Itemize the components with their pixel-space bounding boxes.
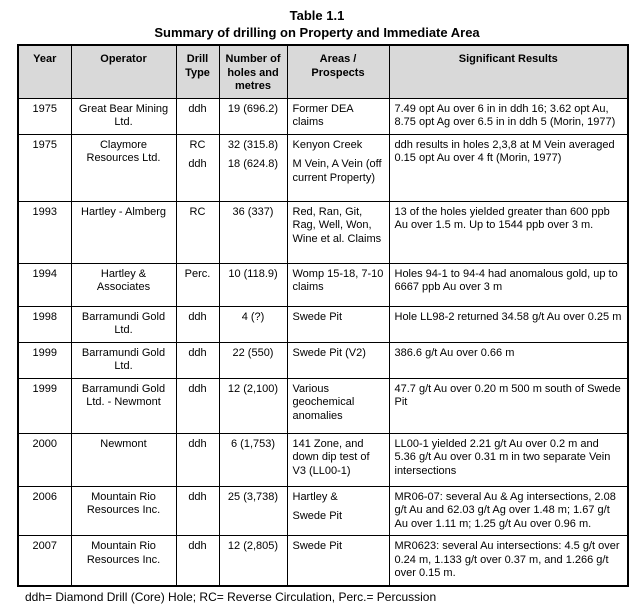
table-row bbox=[18, 378, 628, 433]
cell-holes-metres: 6 (1,753) bbox=[219, 433, 287, 486]
table-row bbox=[18, 433, 628, 486]
cell-significant-results: 7.49 opt Au over 6 in in ddh 16; 3.62 opt Au, 8.75 opt Ag over 6.5 in in ddh 5 (Morin, 1977) bbox=[389, 98, 628, 134]
cell-operator: Hartley & Associates bbox=[71, 263, 176, 306]
cell-drill-type: ddh bbox=[176, 378, 219, 433]
table-body bbox=[18, 98, 628, 586]
cell-drill-type: RC ddh bbox=[176, 134, 219, 201]
cell-significant-results: 13 of the holes yielded greater than 600 ppb Au over 1.5 m. Up to 1544 ppb over 3 m. bbox=[389, 201, 628, 263]
table-row bbox=[18, 134, 628, 201]
cell-areas-prospects: Red, Ran, Git, Rag, Well, Won, Wine et al. Claims bbox=[287, 201, 389, 263]
cell-operator: Barramundi Gold Ltd. bbox=[71, 342, 176, 378]
cell-operator: Newmont bbox=[71, 433, 176, 486]
cell-operator: Hartley - Almberg bbox=[71, 201, 176, 263]
abbreviation-footnote: ddh= Diamond Drill (Core) Hole; RC= Reverse Circulation, Perc.= Percussion bbox=[25, 589, 437, 604]
cell-operator: Claymore Resources Ltd. bbox=[71, 134, 176, 201]
cell-areas-prospects: Kenyon Creek M Vein, A Vein (off current Property) bbox=[287, 134, 389, 201]
table-row bbox=[18, 536, 628, 586]
cell-operator: Great Bear Mining Ltd. bbox=[71, 98, 176, 134]
cell-areas-prospects: Swede Pit (V2) bbox=[287, 342, 389, 378]
col-header-operator: Operator bbox=[71, 45, 176, 98]
cell-drill-type: ddh bbox=[176, 98, 219, 134]
cell-holes-metres: 12 (2,805) bbox=[219, 536, 287, 586]
cell-significant-results: 47.7 g/t Au over 0.20 m 500 m south of Swede Pit bbox=[389, 378, 628, 433]
cell-drill-type: ddh bbox=[176, 536, 219, 586]
cell-areas-prospects: Hartley & Swede Pit bbox=[287, 486, 389, 536]
cell-holes-metres: 32 (315.8) 18 (624.8) bbox=[219, 134, 287, 201]
table-header bbox=[18, 45, 628, 98]
cell-holes-metres: 36 (337) bbox=[219, 201, 287, 263]
cell-holes-metres: 4 (?) bbox=[219, 306, 287, 342]
header-row bbox=[18, 45, 628, 98]
cell-year: 2000 bbox=[18, 433, 71, 486]
cell-year: 2007 bbox=[18, 536, 71, 586]
cell-drill-type: Perc. bbox=[176, 263, 219, 306]
cell-drill-type: ddh bbox=[176, 342, 219, 378]
cell-areas-prospects: Swede Pit bbox=[287, 306, 389, 342]
cell-significant-results: MR0623: several Au intersections: 4.5 g/t over 0.24 m, 1.133 g/t over 0.37 m, and 1.266 g/t over 0.15 m. bbox=[389, 536, 628, 586]
cell-significant-results: LL00-1 yielded 2.21 g/t Au over 0.2 m and 5.36 g/t Au over 0.31 m in two separate Vein intersections bbox=[389, 433, 628, 486]
cell-operator: Mountain Rio Resources Inc. bbox=[71, 486, 176, 536]
cell-areas-prospects: 141 Zone, and down dip test of V3 (LL00-1) bbox=[287, 433, 389, 486]
table-row bbox=[18, 306, 628, 342]
cell-year: 1998 bbox=[18, 306, 71, 342]
cell-drill-type: ddh bbox=[176, 486, 219, 536]
title-block bbox=[0, 0, 634, 41]
table-row bbox=[18, 98, 628, 134]
table-row bbox=[18, 263, 628, 306]
cell-areas-prospects: Womp 15-18, 7-10 claims bbox=[287, 263, 389, 306]
cell-holes-metres: 25 (3,738) bbox=[219, 486, 287, 536]
table-number-title: Table 1.1 bbox=[289, 8, 345, 23]
table-subtitle: Summary of drilling on Property and Immediate Area bbox=[154, 25, 480, 40]
col-header-areas-prospects: Areas / Prospects bbox=[287, 45, 389, 98]
cell-operator: Barramundi Gold Ltd. - Newmont bbox=[71, 378, 176, 433]
cell-holes-metres: 12 (2,100) bbox=[219, 378, 287, 433]
cell-operator: Mountain Rio Resources Inc. bbox=[71, 536, 176, 586]
cell-significant-results: ddh results in holes 2,3,8 at M Vein averaged 0.15 opt Au over 4 ft (Morin, 1977) bbox=[389, 134, 628, 201]
cell-year: 1975 bbox=[18, 134, 71, 201]
cell-significant-results: Holes 94-1 to 94-4 had anomalous gold, up to 6667 ppb Au over 3 m bbox=[389, 263, 628, 306]
cell-drill-type: ddh bbox=[176, 306, 219, 342]
cell-holes-metres: 10 (118.9) bbox=[219, 263, 287, 306]
cell-operator: Barramundi Gold Ltd. bbox=[71, 306, 176, 342]
table-row bbox=[18, 486, 628, 536]
cell-areas-prospects: Various geochemical anomalies bbox=[287, 378, 389, 433]
table-row bbox=[18, 201, 628, 263]
drilling-summary-table bbox=[17, 44, 629, 587]
cell-year: 1975 bbox=[18, 98, 71, 134]
cell-year: 1999 bbox=[18, 342, 71, 378]
cell-year: 1993 bbox=[18, 201, 71, 263]
cell-year: 1994 bbox=[18, 263, 71, 306]
cell-holes-metres: 19 (696.2) bbox=[219, 98, 287, 134]
cell-year: 1999 bbox=[18, 378, 71, 433]
cell-significant-results: Hole LL98-2 returned 34.58 g/t Au over 0.25 m bbox=[389, 306, 628, 342]
cell-areas-prospects: Former DEA claims bbox=[287, 98, 389, 134]
col-header-year: Year bbox=[18, 45, 71, 98]
cell-year: 2006 bbox=[18, 486, 71, 536]
cell-drill-type: RC bbox=[176, 201, 219, 263]
col-header-significant-results: Significant Results bbox=[389, 45, 628, 98]
cell-significant-results: MR06-07: several Au & Ag intersections, 2.08 g/t Au and 62.03 g/t Ag over 1.48 m; 1.67 g/t Au over 1.11 m; 1.25 g/t Au over 0.96 m. bbox=[389, 486, 628, 536]
cell-holes-metres: 22 (550) bbox=[219, 342, 287, 378]
col-header-drill-type: Drill Type bbox=[176, 45, 219, 98]
col-header-holes-metres: Number of holes and metres bbox=[219, 45, 287, 98]
table-row bbox=[18, 342, 628, 378]
cell-areas-prospects: Swede Pit bbox=[287, 536, 389, 586]
cell-significant-results: 386.6 g/t Au over 0.66 m bbox=[389, 342, 628, 378]
cell-drill-type: ddh bbox=[176, 433, 219, 486]
